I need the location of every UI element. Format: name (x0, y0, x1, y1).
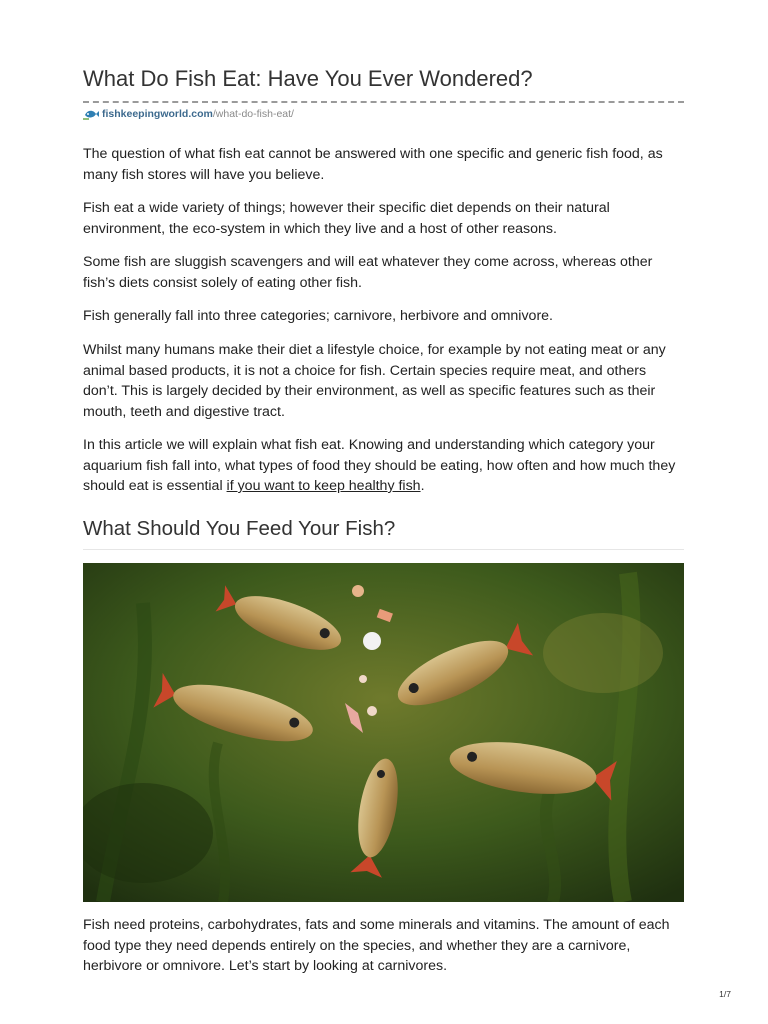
section-heading: What Should You Feed Your Fish? (83, 517, 396, 540)
section-divider (83, 549, 684, 550)
source-domain[interactable]: fishkeepingworld.com (102, 108, 213, 120)
title-divider (83, 101, 684, 103)
fish-logo-icon (83, 106, 99, 122)
paragraph: Whilst many humans make their diet a lifestyle choice, for example by not eating meat or any animal based products, it is not a choice for fish. Certain species require meat, and others don’t. This is largely decided by their environment, as well as specific features such as their mouth, teeth and digestive tract. (83, 342, 666, 420)
healthy-fish-link[interactable]: if you want to keep healthy fish (226, 478, 421, 494)
paragraph-end: . (420, 478, 425, 494)
paragraph: Fish eat a wide variety of things; however their specific diet depends on their natural environment, the eco-system in which they live and a host of other reasons. (83, 200, 610, 237)
source-link[interactable] (83, 106, 294, 122)
paragraph (83, 435, 684, 497)
source-path[interactable]: /what-do-fish-eat/ (212, 108, 294, 120)
paragraph: Some fish are sluggish scavengers and will eat whatever they come across, whereas other fish’s diets consist solely of eating other fish. (83, 254, 653, 291)
paragraph: The question of what fish eat cannot be answered with one specific and generic fish food, as many fish stores will have you believe. (83, 146, 663, 183)
paragraph: Fish need proteins, carbohydrates, fats and some minerals and vitamins. The amount of each food type they need depends entirely on the species, and whether they are a carnivore, herbivore or omnivore. Let’s start by looking at carnivores. (83, 917, 670, 974)
article-title: What Do Fish Eat: Have You Ever Wondered? (83, 66, 533, 91)
aquarium-fish-photo (83, 563, 684, 902)
page-number: 1/7 (719, 989, 731, 999)
paragraph: Fish generally fall into three categories; carnivore, herbivore and omnivore. (83, 308, 554, 324)
paragraph-text: In this article we will explain what fish eat. Knowing and understanding which category your aquarium fish fall into, what types of food they should be eating, how often and how much they should eat is essential (83, 437, 676, 494)
